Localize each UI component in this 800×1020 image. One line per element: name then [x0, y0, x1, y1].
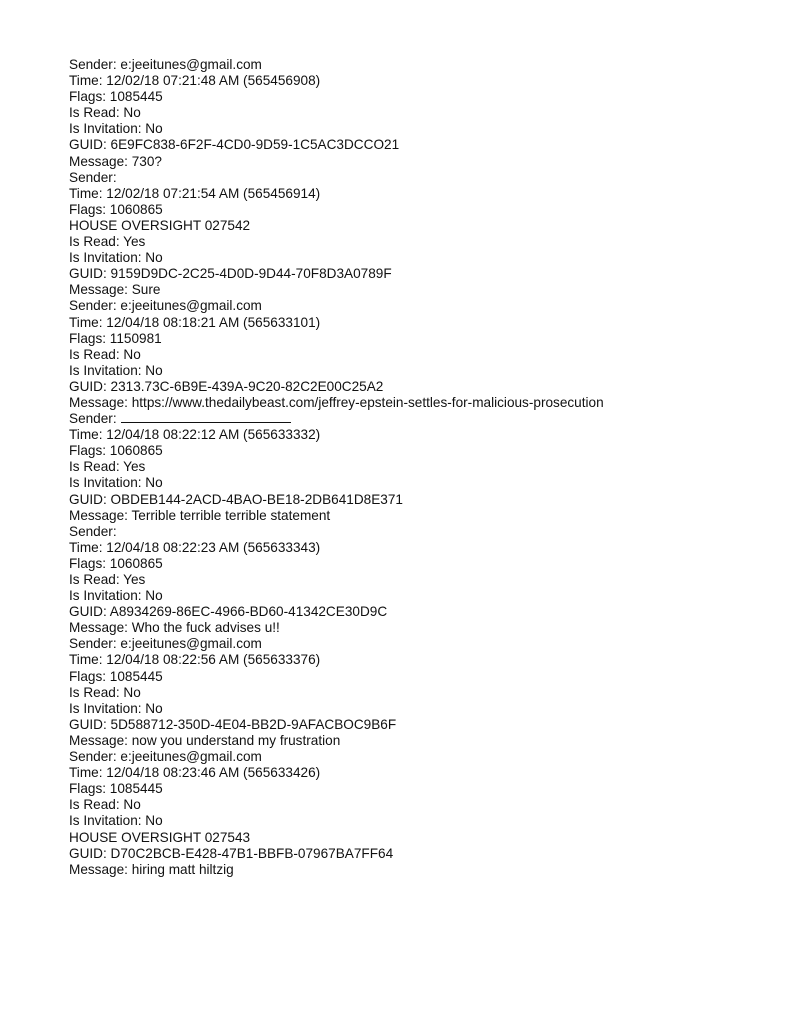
log-line-text: Sender: — [69, 169, 117, 185]
log-line-text: Is Invitation: No — [69, 362, 163, 378]
log-line-text: Sender: e:jeeitunes@gmail.com — [69, 636, 262, 652]
log-line-text: GUID: D70C2BCB-E428-47B1-BBFB-07967BA7FF64 — [69, 845, 394, 861]
log-line-text: Is Read: No — [69, 684, 141, 700]
log-line — [69, 749, 769, 765]
log-line — [69, 411, 769, 427]
log-line — [69, 315, 769, 331]
log-line-text: Time: 12/04/18 08:22:12 AM (565633332) — [69, 427, 321, 443]
log-line — [69, 137, 769, 153]
log-line — [69, 347, 769, 363]
log-line-text: Flags: 1085445 — [69, 668, 163, 684]
log-line — [69, 298, 769, 314]
log-line-text: GUID: 5D588712-350D-4E04-BB2D-9AFACBOC9B6F — [69, 716, 397, 732]
log-line-text: Is Invitation: No — [69, 700, 163, 716]
log-line-text: Message: now you understand my frustration — [69, 732, 341, 748]
log-line — [69, 636, 769, 652]
log-line — [69, 427, 769, 443]
log-line — [69, 540, 769, 556]
log-line-text: Sender: e:jeeitunes@gmail.com — [69, 57, 262, 72]
log-line — [69, 652, 769, 668]
log-line — [69, 620, 769, 636]
log-line-text: GUID: 2313.73C-6B9E-439A-9C20-82C2E00C25A2 — [69, 378, 384, 394]
log-line — [69, 105, 769, 121]
log-line-text: GUID: A8934269-86EC-4966-BD60-41342CE30D9C — [69, 604, 388, 620]
log-line — [69, 73, 769, 89]
log-line — [69, 733, 769, 749]
log-line-text: Flags: 1060865 — [69, 201, 163, 217]
log-line-text: Is Read: Yes — [69, 572, 146, 587]
log-line-text: Sender: — [69, 523, 117, 539]
log-line-text: GUID: 6E9FC838-6F2F-4CD0-9D59-1C5AC3DCCO21 — [69, 137, 400, 153]
log-line-text: Flags: 1085445 — [69, 89, 163, 105]
log-line — [69, 379, 769, 395]
log-line-text: Is Invitation: No — [69, 813, 163, 829]
log-line — [69, 685, 769, 701]
log-line-text: HOUSE OVERSIGHT 027543 — [69, 829, 251, 845]
log-line-text: Sender: — [69, 411, 117, 427]
log-line — [69, 282, 769, 298]
log-line-text: Is Read: Yes — [69, 459, 146, 475]
log-line-text: HOUSE OVERSIGHT 027542 — [69, 217, 251, 233]
log-line — [69, 121, 769, 137]
log-line-text: Message: 730? — [69, 153, 162, 169]
log-line — [69, 443, 769, 459]
log-line — [69, 89, 769, 105]
log-line-text: Is Invitation: No — [69, 121, 163, 137]
log-line — [69, 154, 769, 170]
log-line — [69, 588, 769, 604]
log-line-text: Sender: e:jeeitunes@gmail.com — [69, 298, 262, 314]
log-line — [69, 556, 769, 572]
log-line-text: Time: 12/04/18 08:22:23 AM (565633343) — [69, 539, 321, 555]
log-line-text: Is Invitation: No — [69, 588, 163, 604]
log-line-text: GUID: OBDEB144-2ACD-4BAO-BE18-2DB641D8E371 — [69, 491, 403, 507]
log-line-text: Flags: 1060865 — [69, 555, 163, 571]
log-line — [69, 170, 769, 186]
log-line — [69, 250, 769, 266]
log-line — [69, 57, 769, 73]
log-line — [69, 862, 769, 878]
log-line — [69, 572, 769, 588]
log-line — [69, 202, 769, 218]
log-line-text: Message: https://www.thedailybeast.com/jeffrey-epstein-settles-for-malicious-prosecution — [69, 394, 604, 410]
log-line — [69, 492, 769, 508]
log-line — [69, 186, 769, 202]
log-line-text: Flags: 1150981 — [69, 330, 162, 346]
log-line — [69, 846, 769, 862]
log-line-text: Message: Terrible terrible terrible statement — [69, 507, 331, 523]
log-line — [69, 508, 769, 524]
log-line-text: Message: hiring matt hiltzig — [69, 861, 234, 877]
log-line-text: Is Read: No — [69, 105, 141, 121]
log-line-text: Time: 12/02/18 07:21:48 AM (565456908) — [69, 73, 321, 89]
log-line — [69, 218, 769, 234]
log-line — [69, 701, 769, 717]
log-line-text: Is Read: No — [69, 346, 141, 362]
log-line — [69, 717, 769, 733]
log-line — [69, 395, 629, 411]
log-line — [69, 781, 769, 797]
log-line-text: Is Invitation: No — [69, 475, 163, 491]
log-line — [69, 475, 769, 491]
log-line — [69, 331, 769, 347]
log-line-text: Time: 12/04/18 08:23:46 AM (565633426) — [69, 765, 321, 781]
log-line — [69, 459, 769, 475]
log-line-text: Sender: e:jeeitunes@gmail.com — [69, 749, 262, 765]
log-line — [69, 669, 769, 685]
log-line-text: Message: Sure — [69, 282, 161, 298]
log-line-text: Flags: 1085445 — [69, 781, 163, 797]
log-line — [69, 266, 769, 282]
log-line-text: Time: 12/04/18 08:18:21 AM (565633101) — [69, 314, 321, 330]
log-line — [69, 830, 769, 846]
log-line-text: GUID: 9159D9DC-2C25-4D0D-9D44-70F8D3A0789F — [69, 266, 392, 282]
log-line — [69, 813, 769, 829]
log-line-text: Is Invitation: No — [69, 250, 163, 266]
log-line — [69, 524, 769, 540]
log-line — [69, 234, 769, 250]
log-line-text: Message: Who the fuck advises u!! — [69, 620, 280, 636]
log-line — [69, 604, 769, 620]
log-line-text: Time: 12/04/18 08:22:56 AM (565633376) — [69, 652, 321, 668]
redaction-mark — [121, 411, 291, 423]
log-line-text: Flags: 1060865 — [69, 443, 163, 459]
log-line-text: Time: 12/02/18 07:21:54 AM (565456914) — [69, 185, 321, 201]
message-log — [69, 57, 769, 878]
log-line — [69, 363, 769, 379]
log-line-text: Is Read: Yes — [69, 234, 146, 250]
log-line-text: Is Read: No — [69, 797, 141, 813]
log-line — [69, 765, 769, 781]
log-line — [69, 797, 769, 813]
